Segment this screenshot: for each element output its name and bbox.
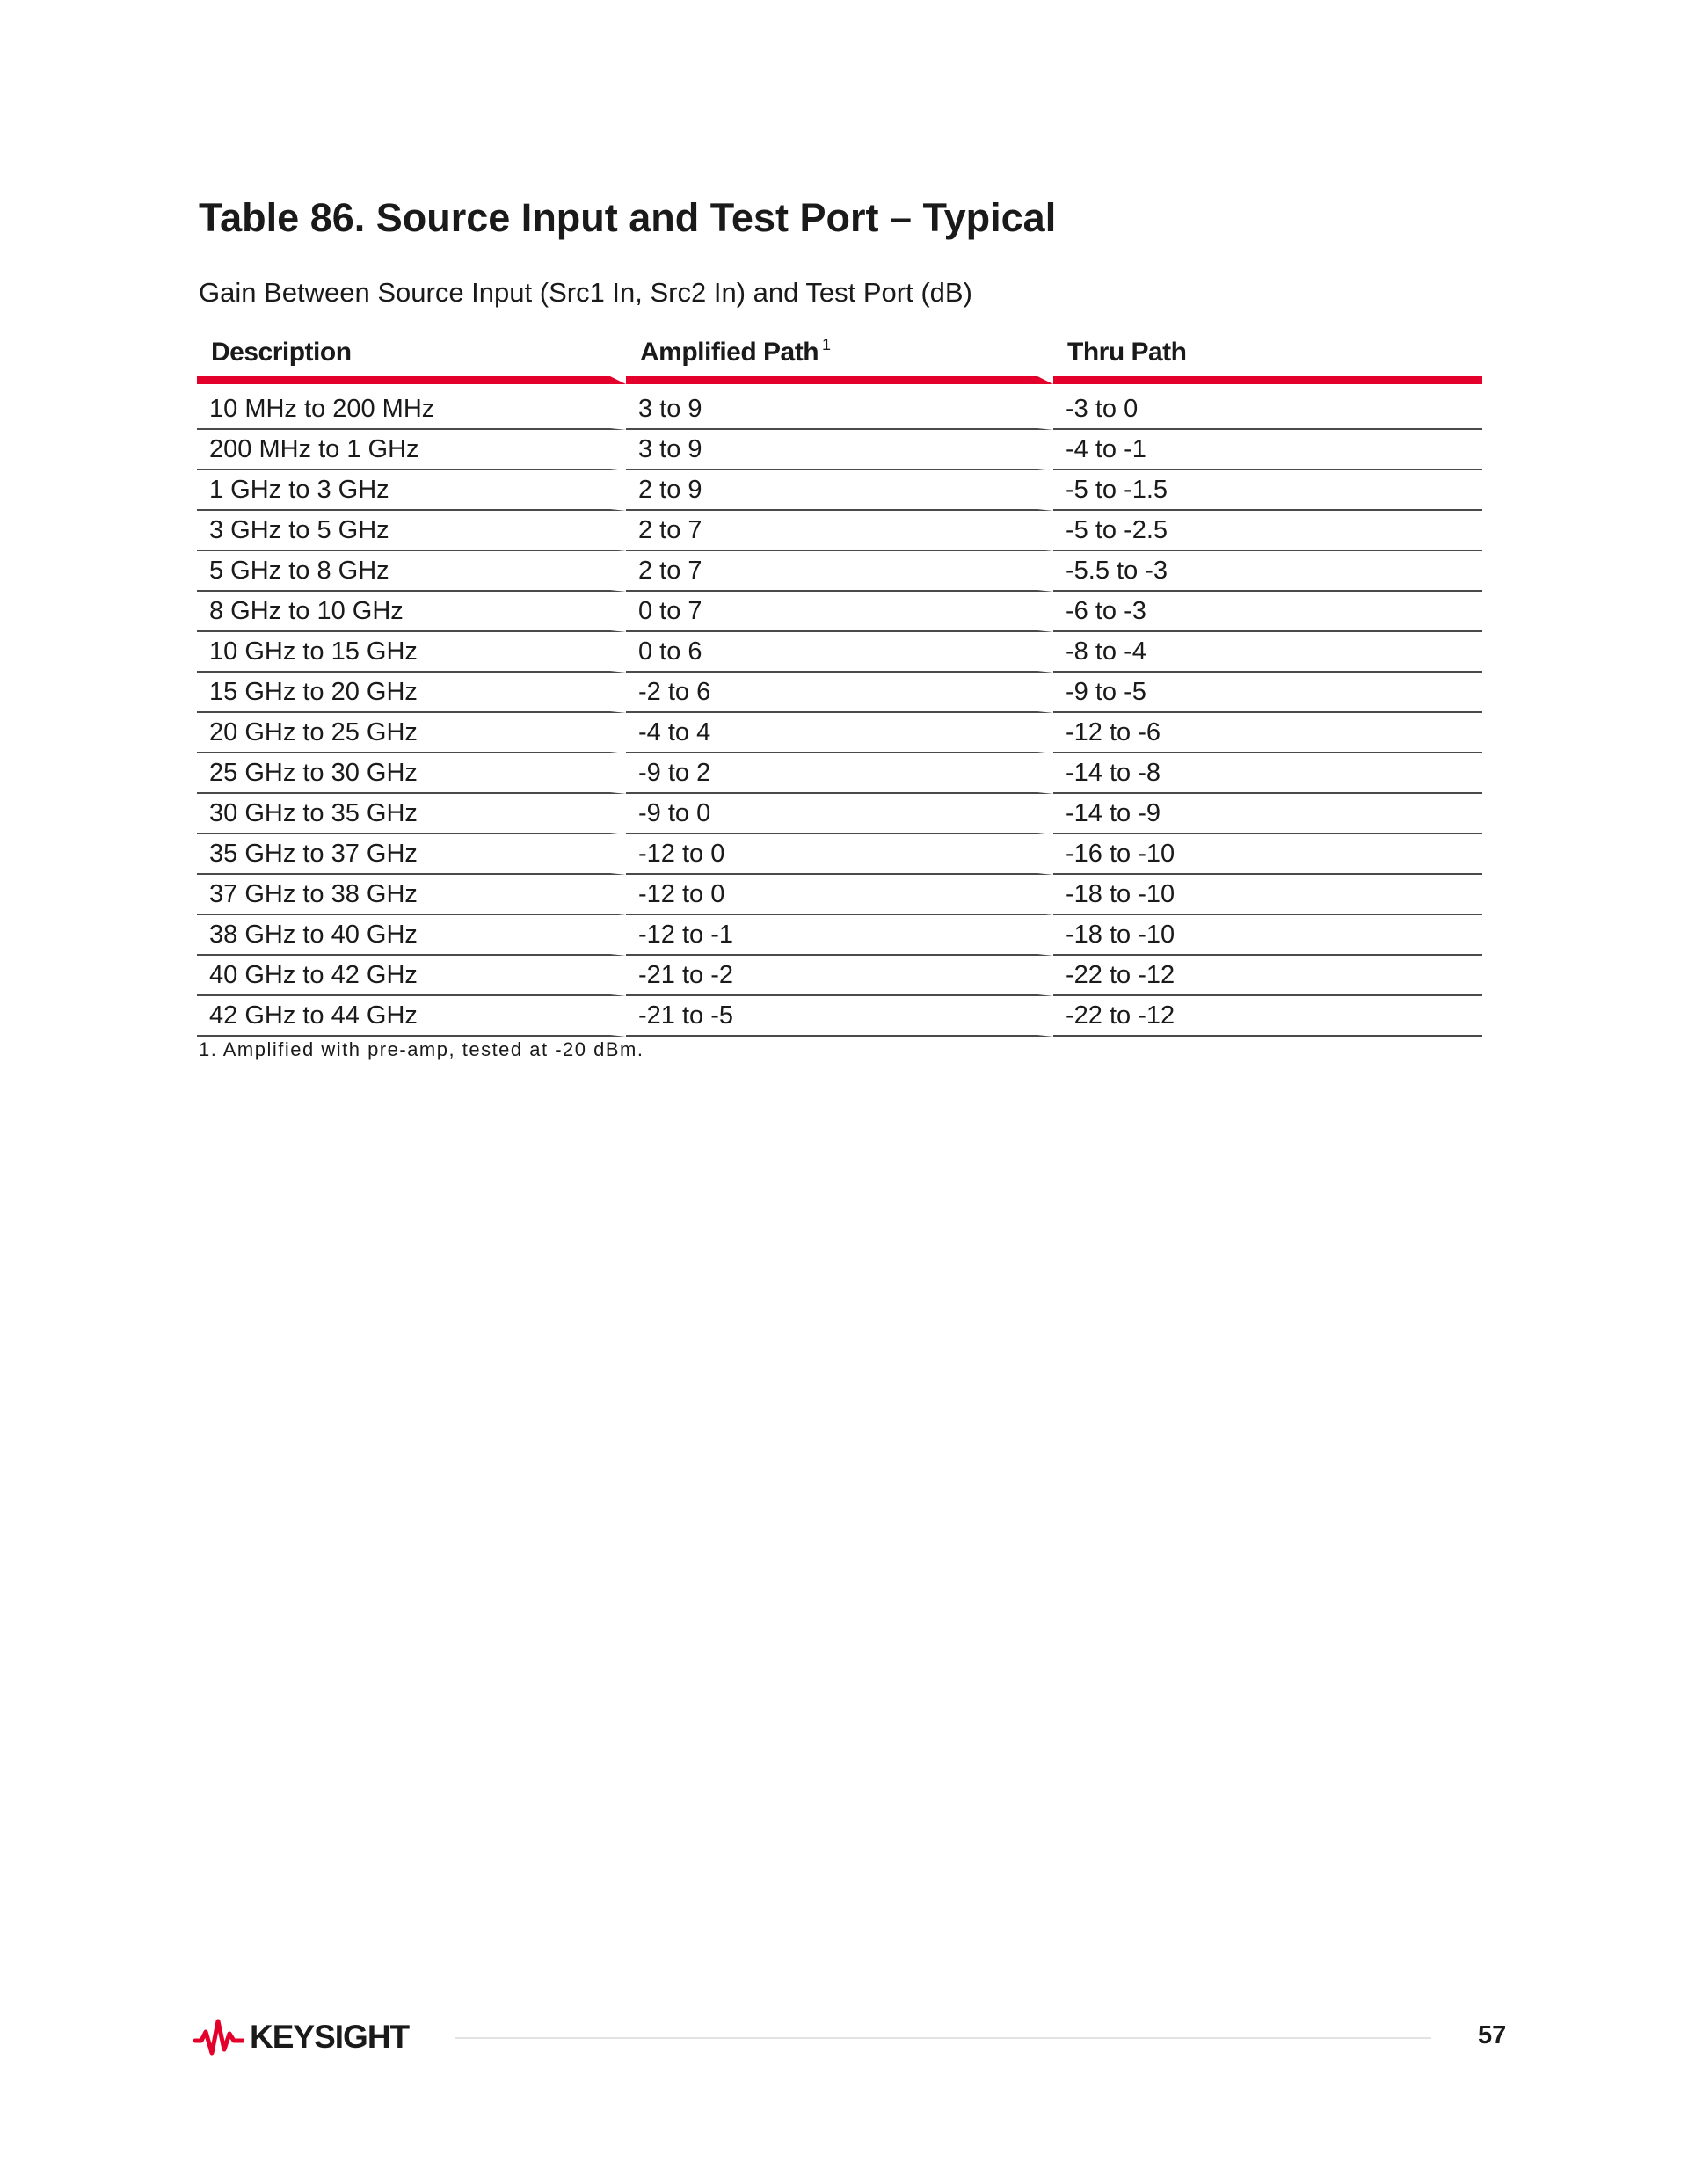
cell-description: 5 GHz to 8 GHz bbox=[197, 551, 626, 592]
keysight-logo bbox=[193, 2018, 409, 2057]
column-header-amplified-path: Amplified Path $^1$ bbox=[626, 329, 1053, 384]
table-row bbox=[197, 592, 1482, 632]
table-row bbox=[197, 551, 1482, 592]
cell-description: 38 GHz to 40 GHz bbox=[197, 915, 626, 956]
cell-description: 25 GHz to 30 GHz bbox=[197, 753, 626, 794]
table-row bbox=[197, 511, 1482, 551]
cell-amplified-path: 3 to 9 bbox=[626, 384, 1053, 430]
cell-thru-path: -14 to -9 bbox=[1053, 794, 1482, 834]
cell-description: 15 GHz to 20 GHz bbox=[197, 673, 626, 713]
cell-thru-path: -12 to -6 bbox=[1053, 713, 1482, 753]
spec-table bbox=[197, 329, 1482, 1037]
cell-amplified-path: -21 to -5 bbox=[626, 996, 1053, 1037]
table-row bbox=[197, 915, 1482, 956]
cell-thru-path: -3 to 0 bbox=[1053, 384, 1482, 430]
cell-description: 42 GHz to 44 GHz bbox=[197, 996, 626, 1037]
table-row bbox=[197, 673, 1482, 713]
cell-thru-path: -6 to -3 bbox=[1053, 592, 1482, 632]
cell-amplified-path: 0 to 7 bbox=[626, 592, 1053, 632]
keysight-wave-icon bbox=[193, 2018, 244, 2057]
cell-thru-path: -5 to -1.5 bbox=[1053, 470, 1482, 511]
footer-divider bbox=[455, 2037, 1431, 2039]
table-row bbox=[197, 384, 1482, 430]
column-header-thru-path: Thru Path bbox=[1053, 329, 1482, 384]
footnote: 1. Amplified with pre-amp, tested at -20 dBm. bbox=[199, 1038, 644, 1060]
cell-amplified-path: 0 to 6 bbox=[626, 632, 1053, 673]
table-row bbox=[197, 713, 1482, 753]
cell-amplified-path: 2 to 7 bbox=[626, 511, 1053, 551]
keysight-wordmark: KEYSIGHT bbox=[250, 2019, 410, 2055]
cell-description: 40 GHz to 42 GHz bbox=[197, 956, 626, 996]
cell-description: 30 GHz to 35 GHz bbox=[197, 794, 626, 834]
column-header-description: Description bbox=[197, 329, 626, 384]
cell-amplified-path: -12 to 0 bbox=[626, 834, 1053, 875]
cell-description: 10 MHz to 200 MHz bbox=[197, 384, 626, 430]
table-row bbox=[197, 430, 1482, 470]
cell-thru-path: -14 to -8 bbox=[1053, 753, 1482, 794]
table-subtitle: Gain Between Source Input (Src1 In, Src2 In) and Test Port (dB) bbox=[199, 277, 972, 308]
cell-amplified-path: -2 to 6 bbox=[626, 673, 1053, 713]
cell-description: 8 GHz to 10 GHz bbox=[197, 592, 626, 632]
table-row bbox=[197, 794, 1482, 834]
cell-thru-path: -18 to -10 bbox=[1053, 915, 1482, 956]
cell-amplified-path: -9 to 2 bbox=[626, 753, 1053, 794]
cell-thru-path: -18 to -10 bbox=[1053, 875, 1482, 915]
table-row bbox=[197, 834, 1482, 875]
cell-amplified-path: -9 to 0 bbox=[626, 794, 1053, 834]
cell-description: 10 GHz to 15 GHz bbox=[197, 632, 626, 673]
cell-thru-path: -4 to -1 bbox=[1053, 430, 1482, 470]
cell-amplified-path: 2 to 7 bbox=[626, 551, 1053, 592]
cell-thru-path: -5 to -2.5 bbox=[1053, 511, 1482, 551]
cell-thru-path: -8 to -4 bbox=[1053, 632, 1482, 673]
table-row bbox=[197, 996, 1482, 1037]
cell-amplified-path: -12 to 0 bbox=[626, 875, 1053, 915]
cell-amplified-path: -21 to -2 bbox=[626, 956, 1053, 996]
cell-thru-path: -22 to -12 bbox=[1053, 996, 1482, 1037]
page-title: Table 86. Source Input and Test Port – Typical bbox=[199, 195, 1057, 240]
cell-description: 3 GHz to 5 GHz bbox=[197, 511, 626, 551]
table-row bbox=[197, 470, 1482, 511]
cell-amplified-path: 3 to 9 bbox=[626, 430, 1053, 470]
page-number: 57 bbox=[1478, 2021, 1507, 2049]
cell-description: 35 GHz to 37 GHz bbox=[197, 834, 626, 875]
cell-thru-path: -5.5 to -3 bbox=[1053, 551, 1482, 592]
table-row bbox=[197, 753, 1482, 794]
cell-amplified-path: -4 to 4 bbox=[626, 713, 1053, 753]
cell-description: 1 GHz to 3 GHz bbox=[197, 470, 626, 511]
cell-thru-path: -9 to -5 bbox=[1053, 673, 1482, 713]
cell-amplified-path: -12 to -1 bbox=[626, 915, 1053, 956]
cell-thru-path: -22 to -12 bbox=[1053, 956, 1482, 996]
cell-description: 20 GHz to 25 GHz bbox=[197, 713, 626, 753]
cell-description: 37 GHz to 38 GHz bbox=[197, 875, 626, 915]
table-header-row bbox=[197, 329, 1482, 384]
cell-description: 200 MHz to 1 GHz bbox=[197, 430, 626, 470]
table-body bbox=[197, 384, 1482, 1037]
footnote-marker: 1 bbox=[822, 336, 831, 353]
cell-thru-path: -16 to -10 bbox=[1053, 834, 1482, 875]
table-row bbox=[197, 875, 1482, 915]
table-row bbox=[197, 632, 1482, 673]
cell-amplified-path: 2 to 9 bbox=[626, 470, 1053, 511]
table-row bbox=[197, 956, 1482, 996]
